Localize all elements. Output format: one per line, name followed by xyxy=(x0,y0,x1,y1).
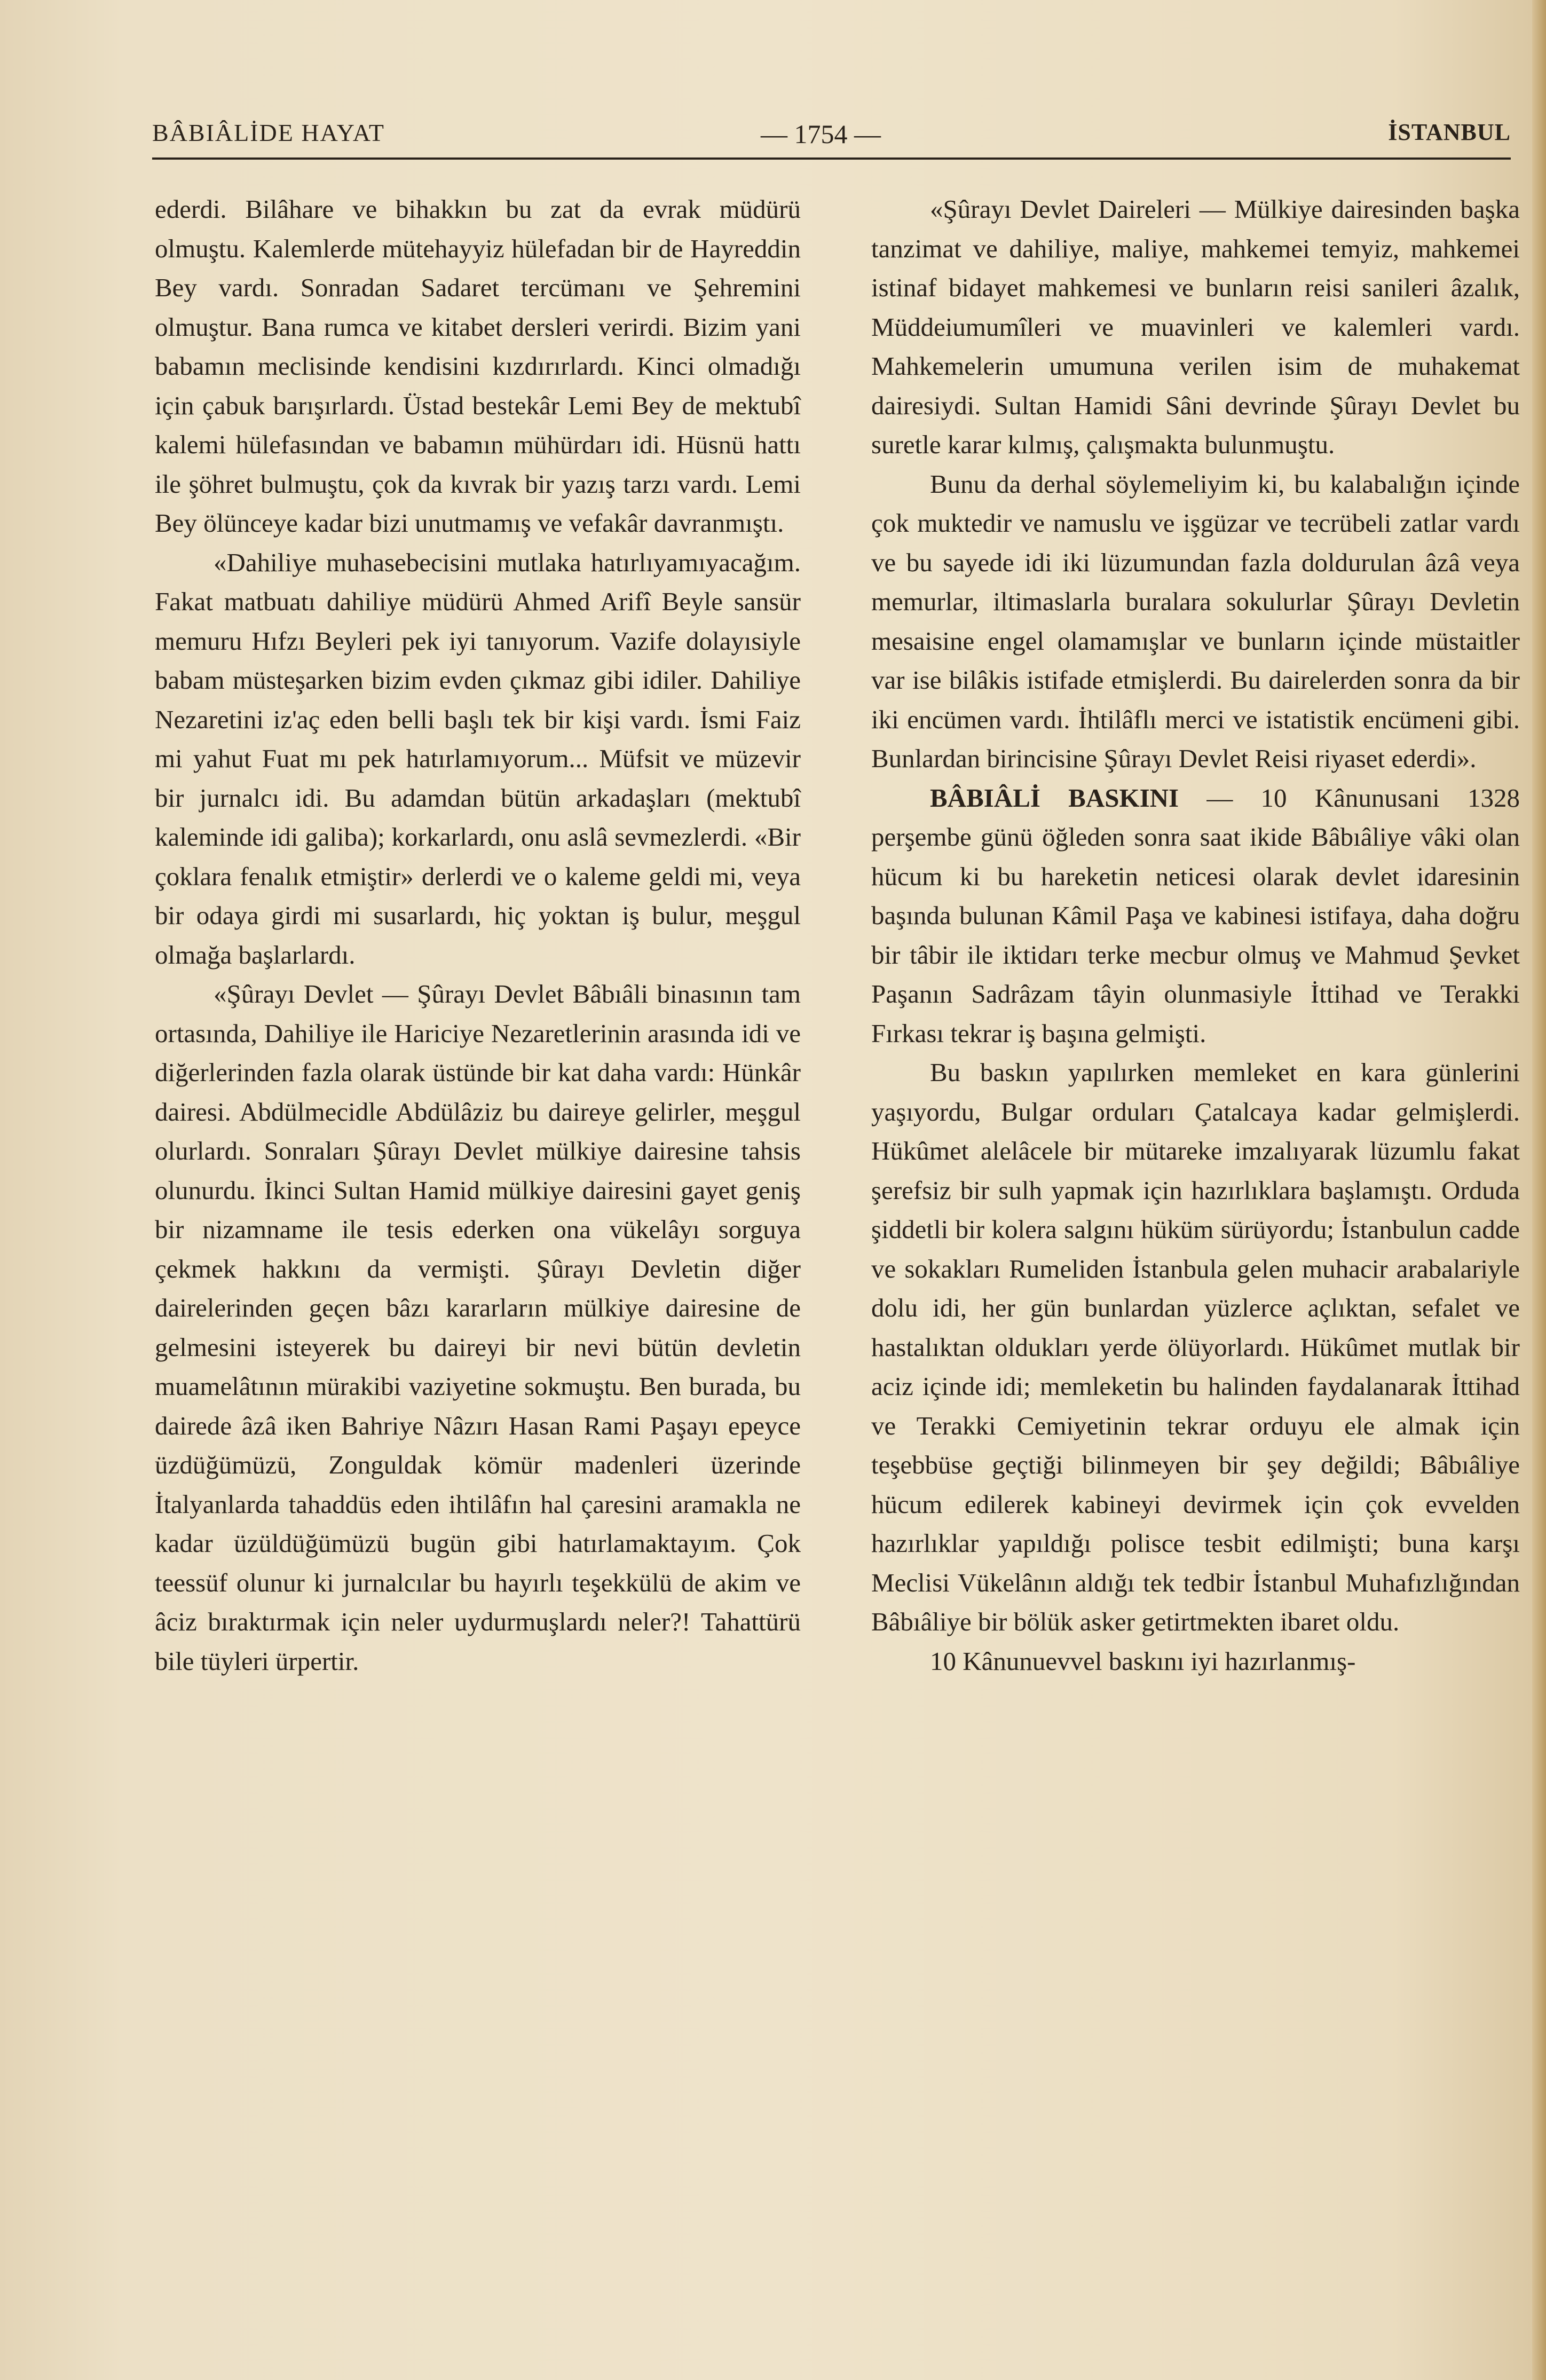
running-header xyxy=(152,119,1511,152)
header-title: BÂBIÂLİDE HAYAT xyxy=(152,119,385,146)
section-paragraph xyxy=(871,778,1520,1053)
paragraph: Bunu da derhal söylemeliyim ki, bu kalabalığın içinde çok muktedir ve namuslu ve işgüzar ve tecrübeli zatlar vardı ve bu sayede idi iki lüzumundan fazla doldurulan âzâ veya memurlar, iltimaslarla buralara sokulurlar Şûrayı Devletin mesaisine engel olamamışlar ve bunların içinde müstaitler var ise bilâkis istifade etmişlerdi. Bu dairelerden sonra da bir iki encümen vardı. İhtilâflı merci ve istatistik encümeni gibi. Bunlardan birincisine Şûrayı Devlet Reisi riyaset ederdi». xyxy=(871,469,1520,773)
page-number: — 1754 — xyxy=(761,119,881,149)
section-text: — 10 Kânunusani 1328 perşembe günü öğleden sonra saat ikide Bâbıâliye vâki olan hücum ki bu hareketin neticesi olarak devlet idaresinin başında bulunan Kâmil Paşa ve kabinesi istifaya, daha doğru bir tâbir ile iktidarı terke mecbur olmuş ve Mahmud Şevket Paşanın Sadrâzam tâyin olunmasiyle İttihad ve Terakki Fırkası tekrar iş başına gelmişti. xyxy=(871,783,1520,1048)
paragraph: «Dahiliye muhasebecisini mutlaka hatırlıyamıyacağım. Fakat matbuatı dahiliye müdürü Ahmed Arifî Beyle sansür memuru Hıfzı Beyleri pek iyi tanıyorum. Vazife dolayısiyle babam müsteşarken bizim evden çıkmaz gibi idiler. Dahiliye Nezaretini iz'aç eden belli başlı tek bir kişi vardı. İsmi Faiz mi yahut Fuat mı pek hatırlamıyorum... Müfsit ve müzevir bir jurnalcı idi. Bu adamdan bütün arkadaşları (mektubî kaleminde idi galiba); korkarlardı, onu aslâ sevmezlerdi. «Bir çoklara fenalık etmiştir» derlerdi ve o kaleme geldi mi, veya bir odaya girdi mi susarlardı, hiç yoktan iş bulur, meşgul olmağa başlarlardı. xyxy=(155,547,801,970)
paragraph: 10 Kânunuevvel baskını iyi hazırlanmış- xyxy=(930,1646,1356,1676)
paragraph: «Şûrayı Devlet Daireleri — Mülkiye dairesinden başka tanzimat ve dahiliye, maliye, mahkemei temyiz, mahkemei istinaf bidayet mahkemesi ve bunların reisi sanileri âzalık, Müddeiumumîleri ve muavinleri ve kalemleri vardı. Mahkemelerin umumuna verilen isim de muhakemat dairesiydi. Sultan Hamidi Sâni devrinde Şûrayı Devlet bu suretle karar kılmış, çalışmakta bulunmuştu. xyxy=(871,194,1520,459)
header-rule xyxy=(152,157,1511,160)
left-column xyxy=(155,190,801,1681)
page-edge xyxy=(1532,0,1546,2380)
paragraph: Bu baskın yapılırken memleket en kara günlerini yaşıyordu, Bulgar orduları Çatalcaya kadar gelmişlerdi. Hükûmet alelâcele bir mütareke imzalıyarak lüzumlu fakat şerefsiz bir sulh yapmak için hazırlıklara başlamıştı. Orduda şiddetli bir kolera salgını hüküm sürüyordu; İstanbulun cadde ve sokakları Rumeliden İstanbula gelen muhacir arabalariyle dolu idi, her gün bunlardan yüzlerce açlıktan, sefalet ve hastalıktan oldukları yerde ölüyorlardı. Hükûmet mutlak bir aciz içinde idi; memleketin bu halinden faydalanarak İttihad ve Terakki Cemiyetinin tekrar orduyu ele almak için teşebbüse geçtiği bilinmeyen bir şey değildi; Bâbıâliye hücum edilerek kabineyi devirmek için çok evvelden hazırlıklar yapıldığı polisce tesbit edilmişti; buna karşı Meclisi Vükelânın aldığı tek tedbir İstanbul Muhafızlığından Bâbıâliye bir bölük asker getirtmekten ibaret oldu. xyxy=(871,1058,1520,1636)
right-column xyxy=(871,190,1520,1681)
header-section: İSTANBUL xyxy=(1388,119,1511,145)
paragraph: ederdi. Bilâhare ve bihakkın bu zat da evrak müdürü olmuştu. Kalemlerde mütehayyiz hülefadan bir de Hayreddin Bey vardı. Sonradan Sadaret tercümanı ve Şehremini olmuştur. Bana rumca ve kitabet dersleri verirdi. Bizim yani babamın meclisinde kendisini kızdırırlardı. Kinci olmadığı için çabuk barışırlardı. Üstad bestekâr Lemi Bey de mektubî kalemi hülefasından ve babamın mühürdarı idi. Hüsnü hattı ile şöhret bulmuştu, çok da kıvrak bir yazış tarzı vardı. Lemi Bey ölünceye kadar bizi unutmamış ve vefakâr davranmıştı. xyxy=(155,194,801,538)
section-heading: BÂBIÂLİ BASKINI xyxy=(930,783,1179,813)
paragraph: «Şûrayı Devlet — Şûrayı Devlet Bâbıâli binasının tam ortasında, Dahiliye ile Hariciye Nezaretlerinin arasında idi ve diğerlerinden fazla olarak üstünde bir kat daha vardı: Hünkâr dairesi. Abdülmecidle Abdülâziz bu daireye gelirler, meşgul olurlardı. Sonraları Şûrayı Devlet mülkiye dairesine tahsis olunurdu. İkinci Sultan Hamid mülkiye dairesini gayet geniş bir nizamname ile tesis ederken ona vükelâyı sorguya çekmek hakkını da vermişti. Şûrayı Devletin diğer dairelerinden geçen bâzı kararların mülkiye dairesine de gelmesini isteyerek bu daireyi bir nevi bütün devletin muamelâtının mürakibi vaziyetine sokmuştu. Ben burada, bu dairede âzâ iken Bahriye Nâzırı Hasan Rami Paşayı epeyce üzdüğümüzü, Zonguldak kömür madenleri üzerinde İtalyanlarda tahaddüs eden ihtilâfın hal çaresini aramakla ne kadar üzüldüğümüzü bugün gibi hatırlamaktayım. Çok teessüf olunur ki jurnalcılar bu hayırlı teşekkülü de akim ve âciz bıraktırmak için neler uydurmuşlardı neler?! Tahattürü bile tüyleri ürpertir. xyxy=(155,979,801,1676)
